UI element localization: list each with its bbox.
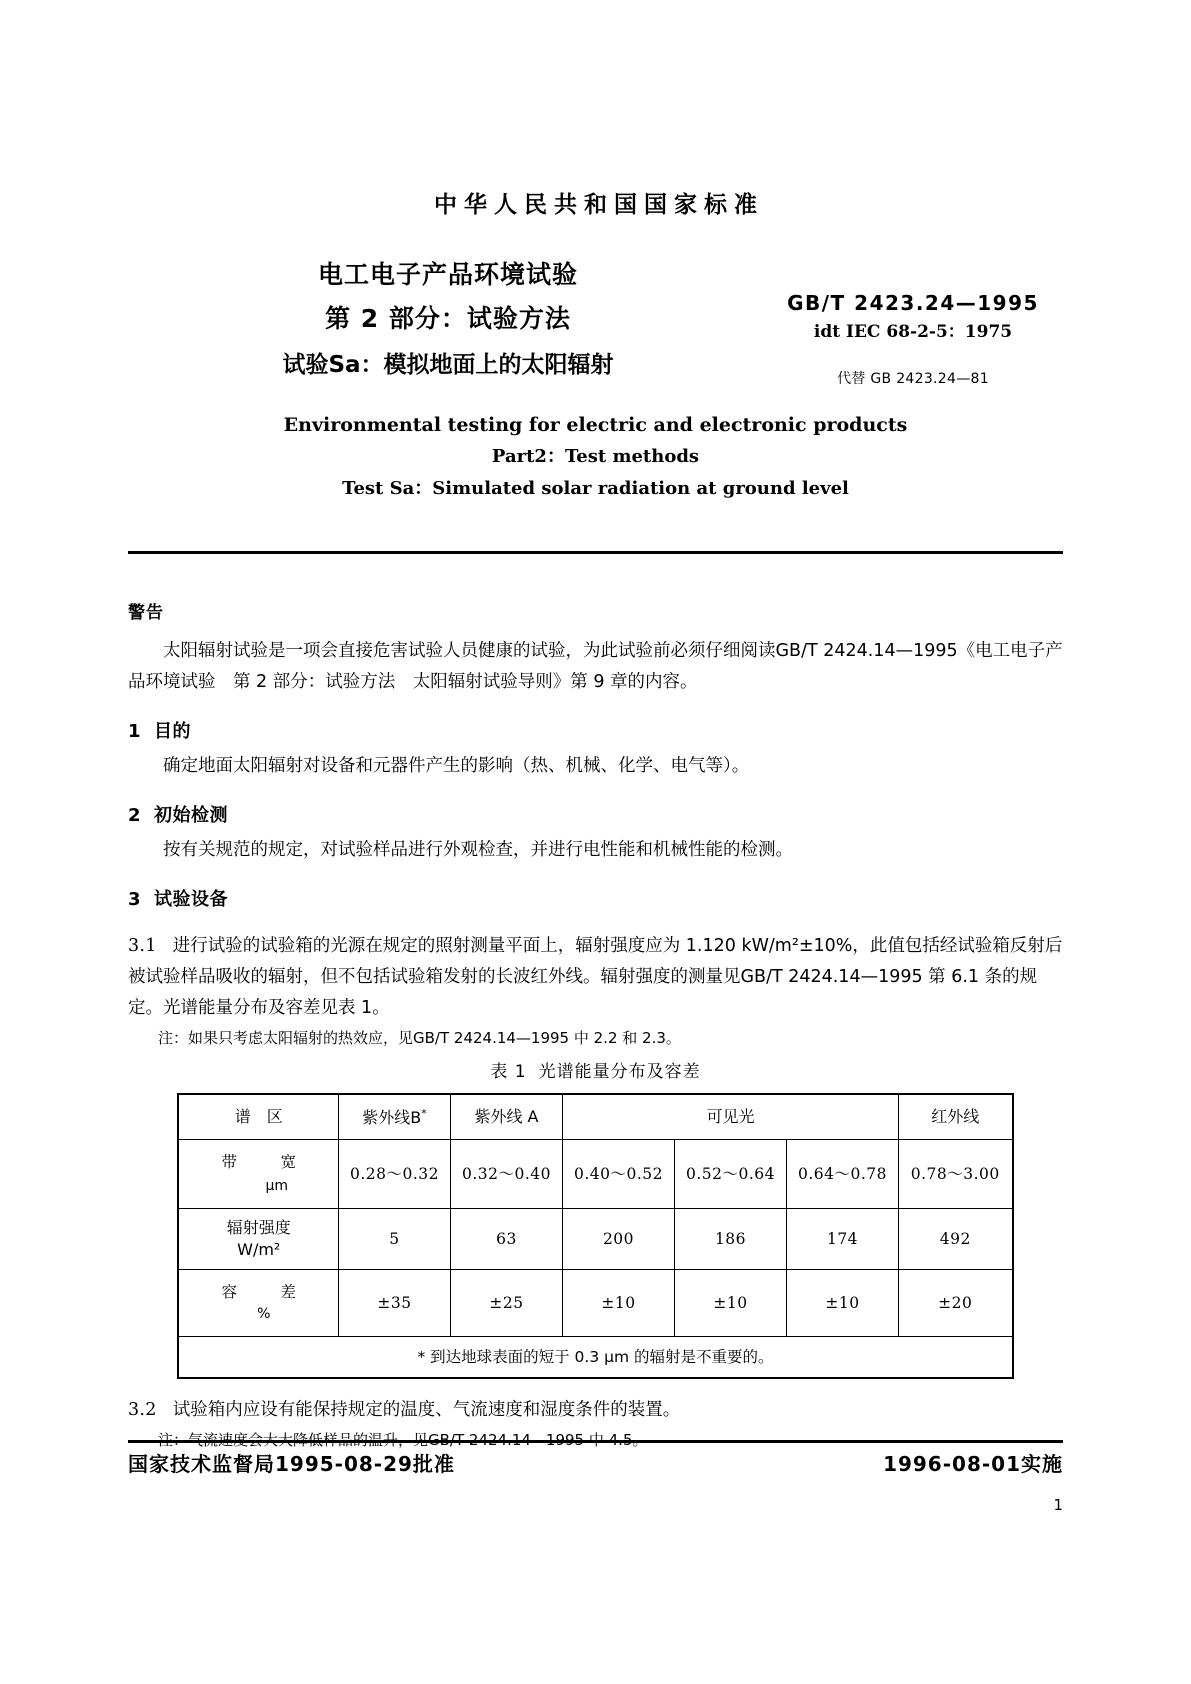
table-footnote-row [178, 1337, 1012, 1379]
clause-3-1 [128, 931, 1063, 1024]
effective-date: 1996-08-01实施 [883, 1452, 1063, 1476]
cell-irradiance-uvb: 5 [338, 1209, 450, 1270]
chinese-title-line-2: 第 2 部分：试验方法 [325, 304, 571, 333]
cell-irradiance-vis3: 174 [786, 1209, 898, 1270]
footer-divider [128, 1440, 1063, 1443]
row-label-tolerance [178, 1270, 338, 1337]
standard-number-group [763, 291, 1063, 388]
row-label-bandwidth [178, 1140, 338, 1209]
table-header-uvb [338, 1094, 450, 1140]
header-label-region: 谱 区 [234, 1107, 283, 1126]
section-title-3: 试验设备 [154, 889, 229, 910]
cell-bandwidth-uvb: 0.28～0.32 [338, 1140, 450, 1209]
standard-number: GB/T 2423.24—1995 [787, 291, 1039, 315]
section-title-1: 目的 [154, 721, 192, 742]
row-label-tolerance-text: 容 差 [221, 1283, 310, 1301]
clause-3-2 [128, 1395, 1063, 1426]
cell-tolerance-vis2: ±10 [674, 1270, 786, 1337]
masthead [128, 0, 1063, 219]
cell-bandwidth-vis3: 0.64～0.78 [786, 1140, 898, 1209]
section-body-2: 按有关规范的规定，对试验样品进行外观检查，并进行电性能和机械性能的检测。 [163, 840, 793, 860]
replaces-reference: 代替 GB 2423.24—81 [837, 371, 989, 387]
english-title-line-2: Part2：Test methods [491, 446, 700, 467]
row-unit-bandwidth: μm [265, 1178, 288, 1194]
table-footnote: * 到达地球表面的短于 0.3 μm 的辐射是不重要的。 [178, 1337, 1012, 1379]
cell-tolerance-vis1: ±10 [562, 1270, 674, 1337]
approval-statement: 国家技术监督局1995-08-29批准 [128, 1452, 455, 1476]
cell-bandwidth-vis1: 0.40～0.52 [562, 1140, 674, 1209]
cell-irradiance-vis1: 200 [562, 1209, 674, 1270]
clause-3-2-number: 3.2 [128, 1400, 157, 1420]
row-unit-tolerance: % [257, 1306, 271, 1322]
table-header-spectral-region [178, 1094, 338, 1140]
row-label-bandwidth-text: 带 宽 [221, 1153, 310, 1171]
clause-3-2-note: 注：气流速度会大大降低样品的温升，见GB/T 2424.14—1995 中 4.5。 [158, 1431, 648, 1449]
english-title-group [128, 409, 1063, 505]
table-row-tolerance [178, 1270, 1012, 1337]
section-number-1: 1 [128, 721, 142, 742]
header-label-uva: 紫外线 A [474, 1107, 539, 1126]
clause-3-1-note: 注：如果只考虑太阳辐射的热效应，见GB/T 2424.14—1995 中 2.2 和 2.3。 [158, 1029, 681, 1047]
cell-irradiance-vis2: 186 [674, 1209, 786, 1270]
cell-bandwidth-vis2: 0.52～0.64 [674, 1140, 786, 1209]
cell-tolerance-uvb: ±35 [338, 1270, 450, 1337]
row-unit-irradiance: W/m² [237, 1240, 281, 1259]
clause-3-1-number: 3.1 [128, 936, 157, 956]
chinese-title-line-3: 试验Sa：模拟地面上的太阳辐射 [282, 352, 614, 378]
cell-bandwidth-uva: 0.32～0.40 [450, 1140, 562, 1209]
section-heading-2 [128, 801, 1063, 831]
row-label-irradiance [178, 1209, 338, 1270]
header-label-visible: 可见光 [706, 1107, 755, 1126]
section-title-2: 初始检测 [154, 805, 229, 826]
header-label-uvb: 紫外线B [362, 1108, 422, 1128]
english-title-line-3: Test Sa：Simulated solar radiation at ground level [342, 478, 849, 499]
page-footer [128, 1448, 1063, 1477]
table-caption-number: 表 1 [490, 1062, 527, 1082]
document-body [128, 598, 1063, 1453]
table-header-uva [450, 1094, 562, 1140]
table-caption [128, 1057, 1063, 1087]
table-row-irradiance [178, 1209, 1012, 1270]
warning-paragraph: 太阳辐射试验是一项会直接危害试验人员健康的试验，为此试验前必须仔细阅读GB/T 2424.14—1995《电工电子产品环境试验 第 2 部分：试验方法 太阳辐射试验导则》第 9 章的内容。 [128, 641, 1063, 692]
cell-tolerance-ir: ±20 [899, 1270, 1013, 1337]
spectral-distribution-table [177, 1093, 1013, 1379]
section-heading-1 [128, 717, 1063, 747]
header-divider [128, 551, 1063, 554]
table-header-visible-light [562, 1094, 898, 1140]
section-body-1: 确定地面太阳辐射对设备和元器件产生的影响（热、机械、化学、电气等）。 [163, 756, 750, 776]
national-standard-title: 中华人民共和国国家标准 [434, 192, 764, 218]
page-number: 1 [1053, 1496, 1063, 1514]
idt-reference: idt IEC 68-2-5：1975 [813, 322, 1013, 342]
clause-3-1-text: 进行试验的试验箱的光源在规定的照射测量平面上，辐射强度应为 1.120 kW/m²±10%，此值包括经试验箱反射后被试验样品吸收的辐射，但不包括试验箱发射的长波红外线。辐射强度的测量见GB/T 2424.14—1995 第 6.1 条的规定。光谱能量分布及容差见表 1。 [128, 936, 1063, 1018]
section-number-2: 2 [128, 805, 142, 826]
section-heading-3 [128, 885, 1063, 915]
chinese-title-group [188, 255, 708, 385]
warning-heading: 警告 [128, 603, 164, 623]
table-caption-title: 光谱能量分布及容差 [538, 1062, 701, 1082]
cell-tolerance-vis3: ±10 [786, 1270, 898, 1337]
cell-irradiance-ir: 492 [899, 1209, 1013, 1270]
chinese-title-line-1: 电工电子产品环境试验 [317, 260, 578, 289]
row-label-irradiance-text: 辐射强度 [226, 1218, 291, 1237]
cell-tolerance-uva: ±25 [450, 1270, 562, 1337]
page-content [128, 0, 1063, 1684]
footnote-marker-uvb: * [421, 1107, 427, 1121]
section-number-3: 3 [128, 889, 142, 910]
clause-3-2-text: 试验箱内应设有能保持规定的温度、气流速度和湿度条件的装置。 [172, 1400, 681, 1420]
header-label-infrared: 红外线 [931, 1107, 980, 1126]
title-block [128, 255, 1063, 395]
table-header-row [178, 1094, 1012, 1140]
cell-bandwidth-ir: 0.78～3.00 [899, 1140, 1013, 1209]
cell-irradiance-uva: 63 [450, 1209, 562, 1270]
table-row-bandwidth [178, 1140, 1012, 1209]
table-header-infrared [899, 1094, 1013, 1140]
english-title-line-1: Environmental testing for electric and electronic products [283, 414, 908, 436]
